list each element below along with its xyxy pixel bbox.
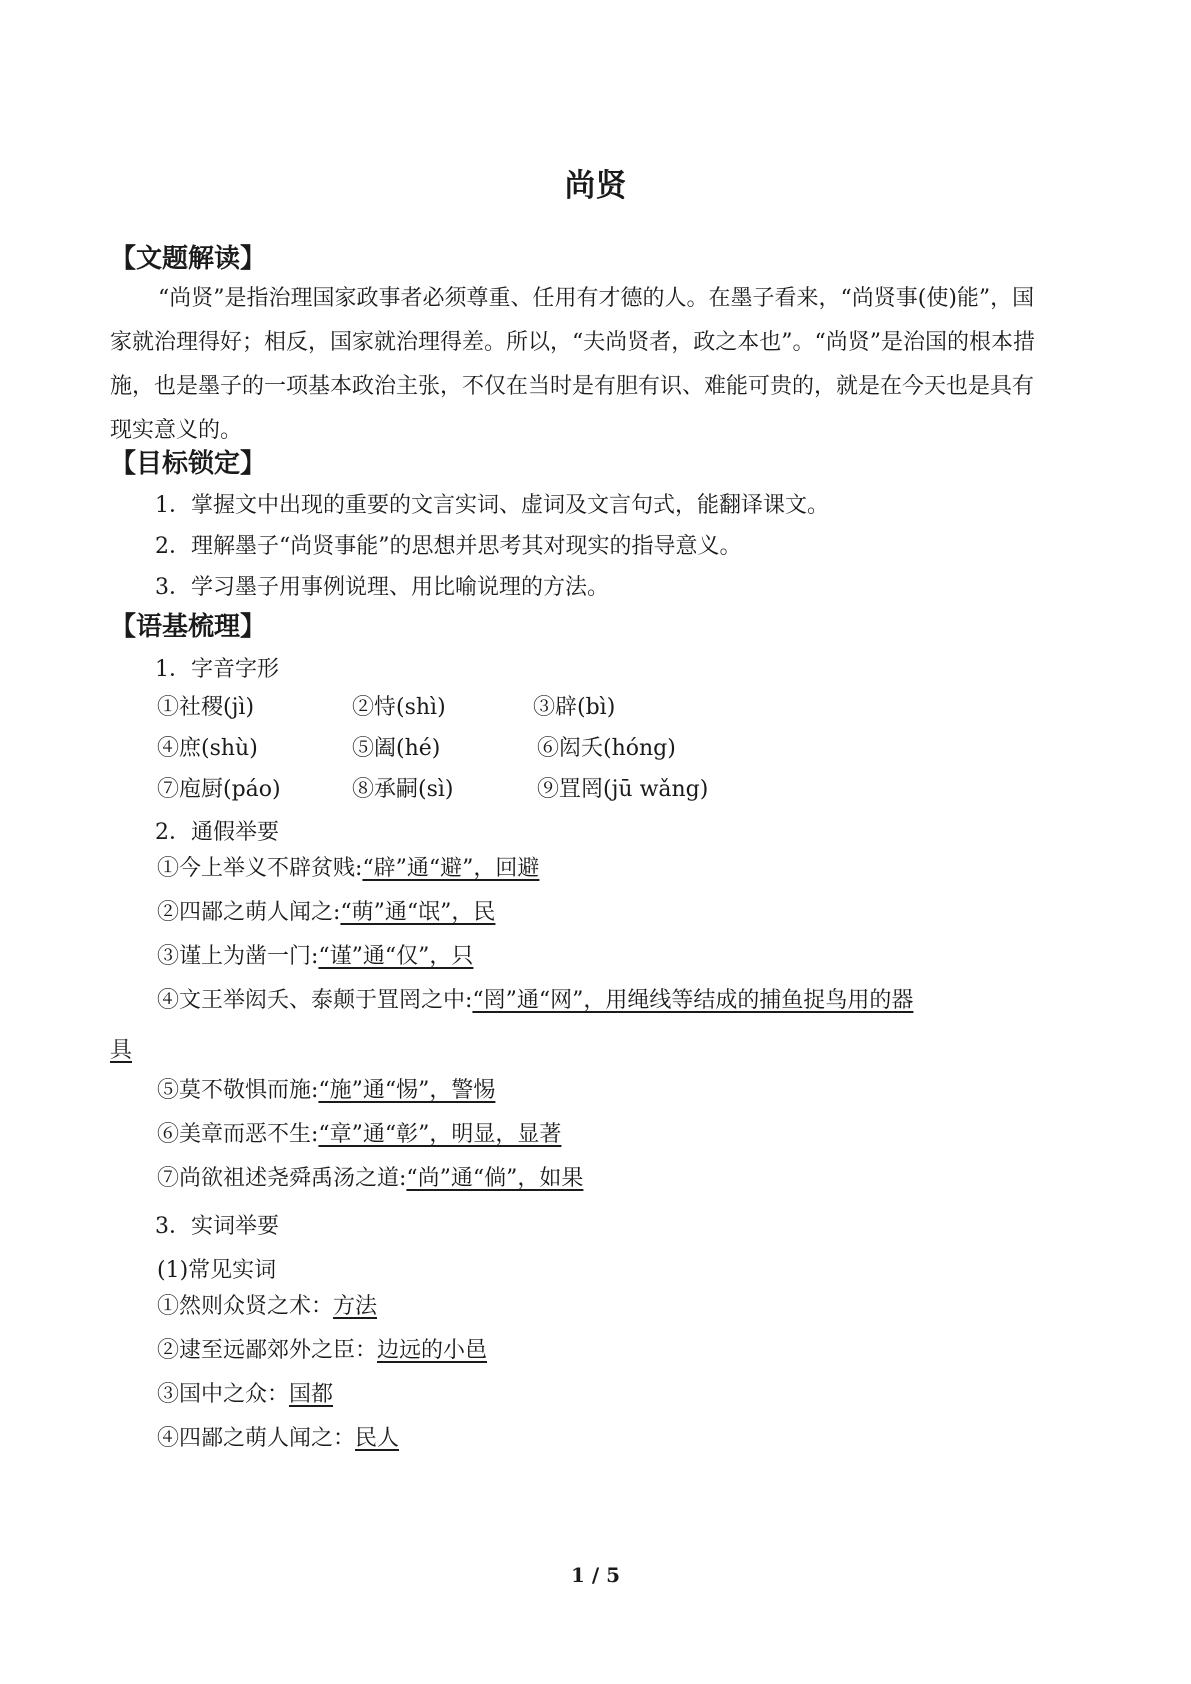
tongjia-answer-continuation: 具 [110,1038,133,1063]
page-title: 尚贤 [564,168,627,204]
tongjia-question: ①今上举义不辟贫贱: [157,856,363,881]
pronunciation-item: ④庶(shù) [157,736,258,761]
shici-item [157,1289,377,1320]
goal-item: 2．理解墨子“尚贤事能”的思想并思考其对现实的指导意义。 [155,534,742,559]
tongjia-item [157,895,495,926]
tongjia-item [157,983,913,1014]
tongjia-question: ③谨上为凿一门: [157,944,319,969]
goal-item: 1．掌握文中出现的重要的文言实词、虚词及文言句式，能翻译课文。 [155,493,829,518]
shici-question: ②逮至远鄙郊外之臣： [157,1338,378,1363]
shici-answer: 边远的小邑 [377,1338,488,1363]
shici-question: ①然则众贤之术： [157,1294,334,1319]
pronunciation-item: ⑦庖厨(páo) [157,777,281,802]
tongjia-item [157,939,473,970]
tongjia-question: ⑥美章而恶不生: [157,1122,319,1147]
pronunciation-item: ①社稷(jì) [157,695,255,720]
tongjia-answer: “施”通“惕”，警惕 [318,1078,496,1103]
section-heading-basics: 【语基梳理】 [110,612,267,642]
pronunciation-item: ⑨罝罔(jū wǎng) [537,777,709,802]
shici-item [157,1377,333,1408]
pronunciation-title: 1．字音字形 [155,657,279,682]
shici-item [157,1333,487,1364]
tongjia-item [157,1073,495,1104]
tongjia-answer: “萌”通“氓”，民 [340,900,496,925]
tongjia-item [157,851,539,882]
shici-question: ③国中之众： [157,1382,290,1407]
shici-question: ④四鄙之萌人闻之： [157,1426,356,1451]
tongjia-answer: “谨”通“仅”，只 [318,944,474,969]
section-heading-interpretation: 【文题解读】 [110,244,267,274]
page-number: 1 / 5 [570,1563,621,1587]
pronunciation-item: ⑤阖(hé) [352,736,441,761]
shici-item [157,1421,399,1452]
pronunciation-item: ⑧承嗣(sì) [352,777,454,802]
interpretation-text: “尚贤”是指治理国家政事者必须尊重、任用有才德的人。在墨子看来，“尚贤事(使)能”，国家就治理得好；相反，国家就治理得差。所以，“夫尚贤者，政之本也”。“尚贤”是治国的根本措施，也是墨子的一项基本政治主张，不仅在当时是有胆有识、难能可贵的，就是在今天也是具有现实意义的。 [110,286,1035,443]
section-heading-goals: 【目标锁定】 [110,449,267,479]
tongjia-question: ⑦尚欲祖述尧舜禹汤之道: [157,1166,407,1191]
tongjia-item [157,1117,561,1148]
tongjia-answer: “辟”通“避”，回避 [362,856,540,881]
goal-item: 3．学习墨子用事例说理、用比喻说理的方法。 [155,575,609,600]
tongjia-item [157,1161,583,1192]
interpretation-paragraph [110,277,1052,453]
tongjia-question: ④文王举闳夭、泰颠于罝罔之中: [157,988,473,1013]
tongjia-answer: “尚”通“倘”，如果 [406,1166,584,1191]
shici-title: 3．实词举要 [155,1214,279,1239]
shici-answer: 民人 [355,1426,400,1451]
shici-answer: 国都 [289,1382,334,1407]
pronunciation-item: ⑥闳夭(hóng) [537,736,676,761]
shici-answer: 方法 [333,1294,378,1319]
tongjia-answer: “章”通“彰”，明显，显著 [318,1122,562,1147]
shici-subtitle: (1)常见实词 [157,1258,277,1283]
pronunciation-item: ③辟(bì) [533,695,616,720]
tongjia-question: ⑤莫不敬惧而施: [157,1078,319,1103]
tongjia-answer: “罔”通“网”，用绳线等结成的捕鱼捉鸟用的器 [472,988,914,1013]
tongjia-question: ②四鄙之萌人闻之: [157,900,341,925]
pronunciation-item: ②恃(shì) [352,695,446,720]
tongjia-title: 2．通假举要 [155,820,279,845]
tongjia-item-continuation [110,1033,132,1064]
